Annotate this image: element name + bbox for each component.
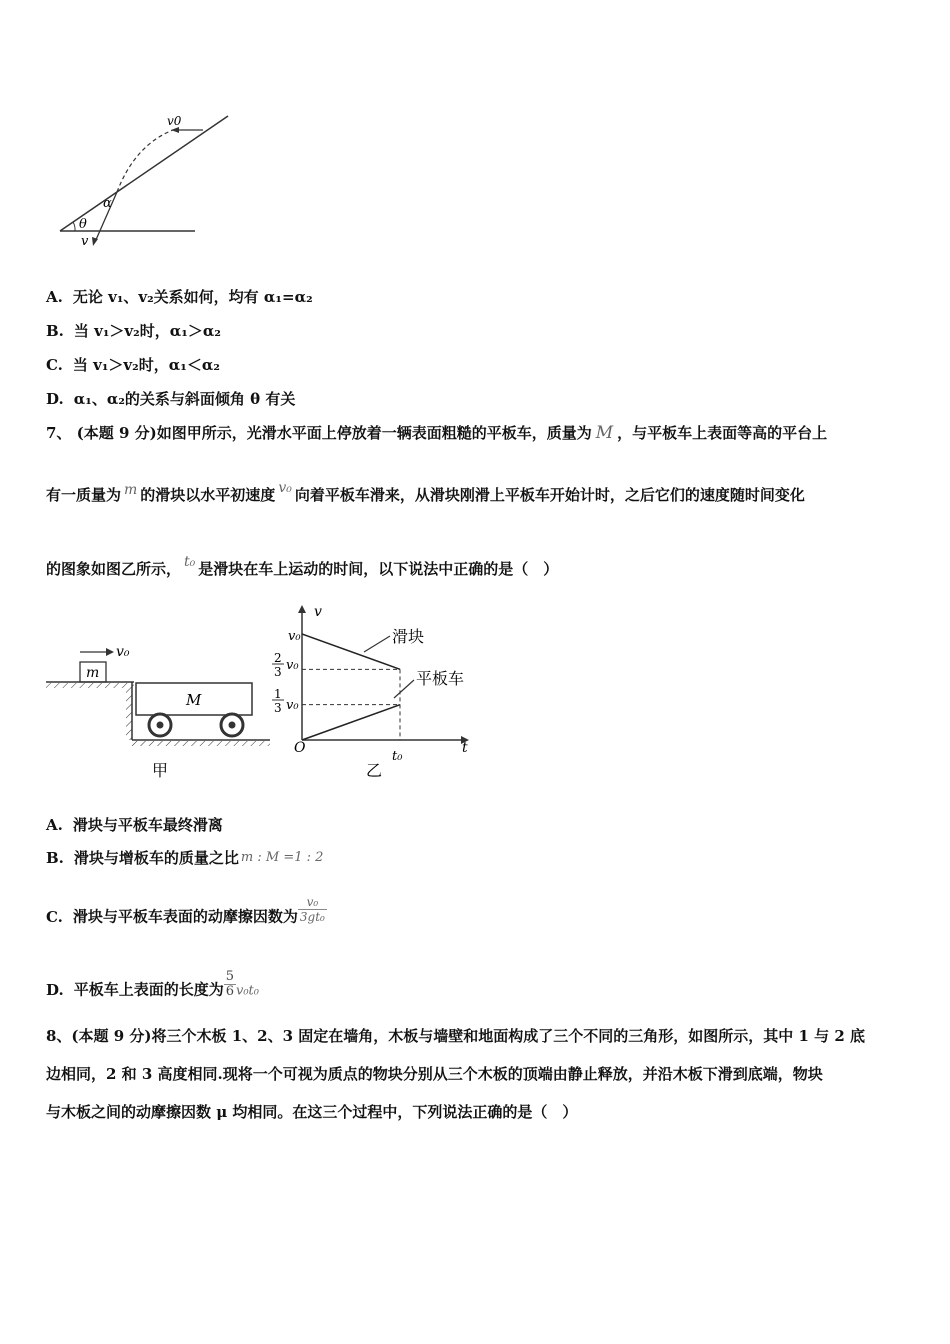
var-v0: v₀ — [278, 480, 292, 496]
option-text: 平板车上表面的长度为 — [73, 980, 224, 999]
label-m: m — [86, 665, 100, 681]
q7-text: 是滑块在车上运动的时间，以下说法中正确的是（ ） — [198, 560, 559, 578]
option-label: B. — [46, 322, 64, 340]
label-theta: θ — [79, 217, 87, 232]
var-M: M — [595, 423, 614, 443]
option-text: α₁、α₂的关系与斜面倾角 θ 有关 — [73, 390, 296, 408]
caption-jia: 甲 — [152, 761, 169, 780]
incline-figure — [55, 110, 240, 250]
option-text: 滑块与增板车的质量之比 — [73, 849, 239, 867]
vt-graph — [266, 600, 482, 780]
leader-block — [364, 636, 390, 652]
q7-text: 7、 (本题 9 分)如图甲所示，光滑水平面上停放着一辆表面粗糙的平板车，质量为 — [46, 424, 592, 442]
option-text: 无论 v₁、v₂关系如何，均有 α₁=α₂ — [72, 288, 313, 306]
tick-t0: t₀ — [392, 749, 403, 764]
option-label: D. — [46, 390, 64, 408]
q7-option-b — [46, 848, 323, 870]
wheel-left-hub — [157, 722, 164, 729]
q8-stem-line3: 与木板之间的动摩擦因数 μ 均相同。在这三个过程中，下列说法正确的是（ ） — [46, 1103, 578, 1121]
q7-text: 有一质量为 — [46, 486, 122, 504]
tick-2-3-den: 3 — [274, 665, 282, 679]
axis-label-t: t — [462, 740, 468, 756]
q6-option-b — [46, 321, 221, 341]
option-label: C. — [46, 907, 63, 926]
q6-option-a — [46, 287, 313, 307]
q7-text: ，与平板车上表面等高的平台上 — [617, 424, 828, 442]
label-v: v — [81, 234, 89, 249]
series-line-cart — [302, 705, 400, 740]
q7-text: 的图象如图乙所示， — [46, 560, 182, 578]
caption-yi: 乙 — [366, 761, 383, 780]
trajectory-curve — [117, 130, 173, 192]
label-alpha: α — [103, 196, 112, 211]
q7-text: 的滑块以水平初速度 — [140, 486, 276, 504]
option-text: 当 v₁＞v₂时，α₁＜α₂ — [72, 356, 220, 374]
option-label: A. — [46, 816, 63, 834]
q6-option-d — [46, 389, 295, 409]
q7-stem-line1 — [46, 423, 827, 443]
friction-fraction — [298, 895, 327, 924]
q7-option-a — [46, 815, 223, 835]
tick-2-3-num: 2 — [274, 651, 282, 665]
v0-arrowhead — [106, 648, 114, 656]
q7-option-d — [46, 969, 259, 1005]
length-tail: v₀t₀ — [236, 983, 259, 999]
var-m: m — [124, 482, 138, 498]
q7-text: 向着平板车滑来，从滑块刚滑上平板车开始计时，之后它们的速度随时间变化 — [294, 486, 805, 504]
incline-line — [60, 116, 228, 231]
fraction-denominator: 6 — [225, 984, 234, 999]
wall-hatch — [126, 688, 132, 740]
tick-1-3-den: 3 — [274, 701, 282, 715]
option-label: D. — [46, 980, 64, 999]
option-label: A. — [46, 288, 63, 306]
q8-stem-line1: 8、(本题 9 分)将三个木板 1、2、3 固定在墙角，木板与墙壁和地面构成了三个不同的三角形，如图所示，其中 1 与 2 底 — [46, 1027, 866, 1045]
q7-option-c — [46, 895, 327, 932]
option-label: B. — [46, 849, 64, 867]
label-M: M — [186, 691, 202, 709]
axis-label-v: v — [314, 604, 322, 620]
mass-ratio: m : M =1 : 2 — [240, 850, 324, 865]
q6-option-c — [46, 355, 220, 375]
label-v0: v₀ — [116, 644, 130, 660]
option-text: 滑块与平板车表面的动摩擦因数为 — [72, 907, 298, 926]
leader-cart — [394, 680, 414, 698]
option-text: 当 v₁＞v₂时，α₁＞α₂ — [73, 322, 221, 340]
floor-hatch — [132, 741, 270, 746]
option-text: 滑块与平板车最终滑离 — [72, 816, 223, 834]
tick-1-3-v0: v₀ — [286, 698, 299, 713]
length-fraction — [224, 970, 236, 999]
origin-label: O — [294, 740, 306, 756]
var-t0: t₀ — [184, 554, 196, 570]
tick-1-3-num: 1 — [274, 687, 282, 701]
fraction-numerator: v₀ — [298, 895, 327, 910]
wheel-right-hub — [229, 722, 236, 729]
q7-stem-line2 — [46, 480, 805, 506]
q7-stem-line3 — [46, 554, 559, 580]
option-label: C. — [46, 356, 63, 374]
fraction-numerator: 5 — [225, 969, 234, 984]
cart-figure — [44, 630, 284, 780]
theta-arc — [73, 222, 75, 231]
tick-v0: v₀ — [288, 629, 301, 644]
label-cart-series: 平板车 — [416, 669, 465, 688]
y-axis-arrow — [298, 605, 306, 613]
platform-hatch — [46, 683, 134, 688]
tick-2-3-v0: v₀ — [286, 658, 299, 673]
fraction-denominator: 3gt₀ — [299, 910, 325, 924]
label-v0: v0 — [167, 114, 182, 128]
label-block-series: 滑块 — [392, 627, 425, 646]
q8-stem-line2: 边相同，2 和 3 高度相同.现将一个可视为质点的物块分别从三个木板的顶端由静止释放，并沿木板下滑到底端，物块 — [46, 1065, 823, 1083]
